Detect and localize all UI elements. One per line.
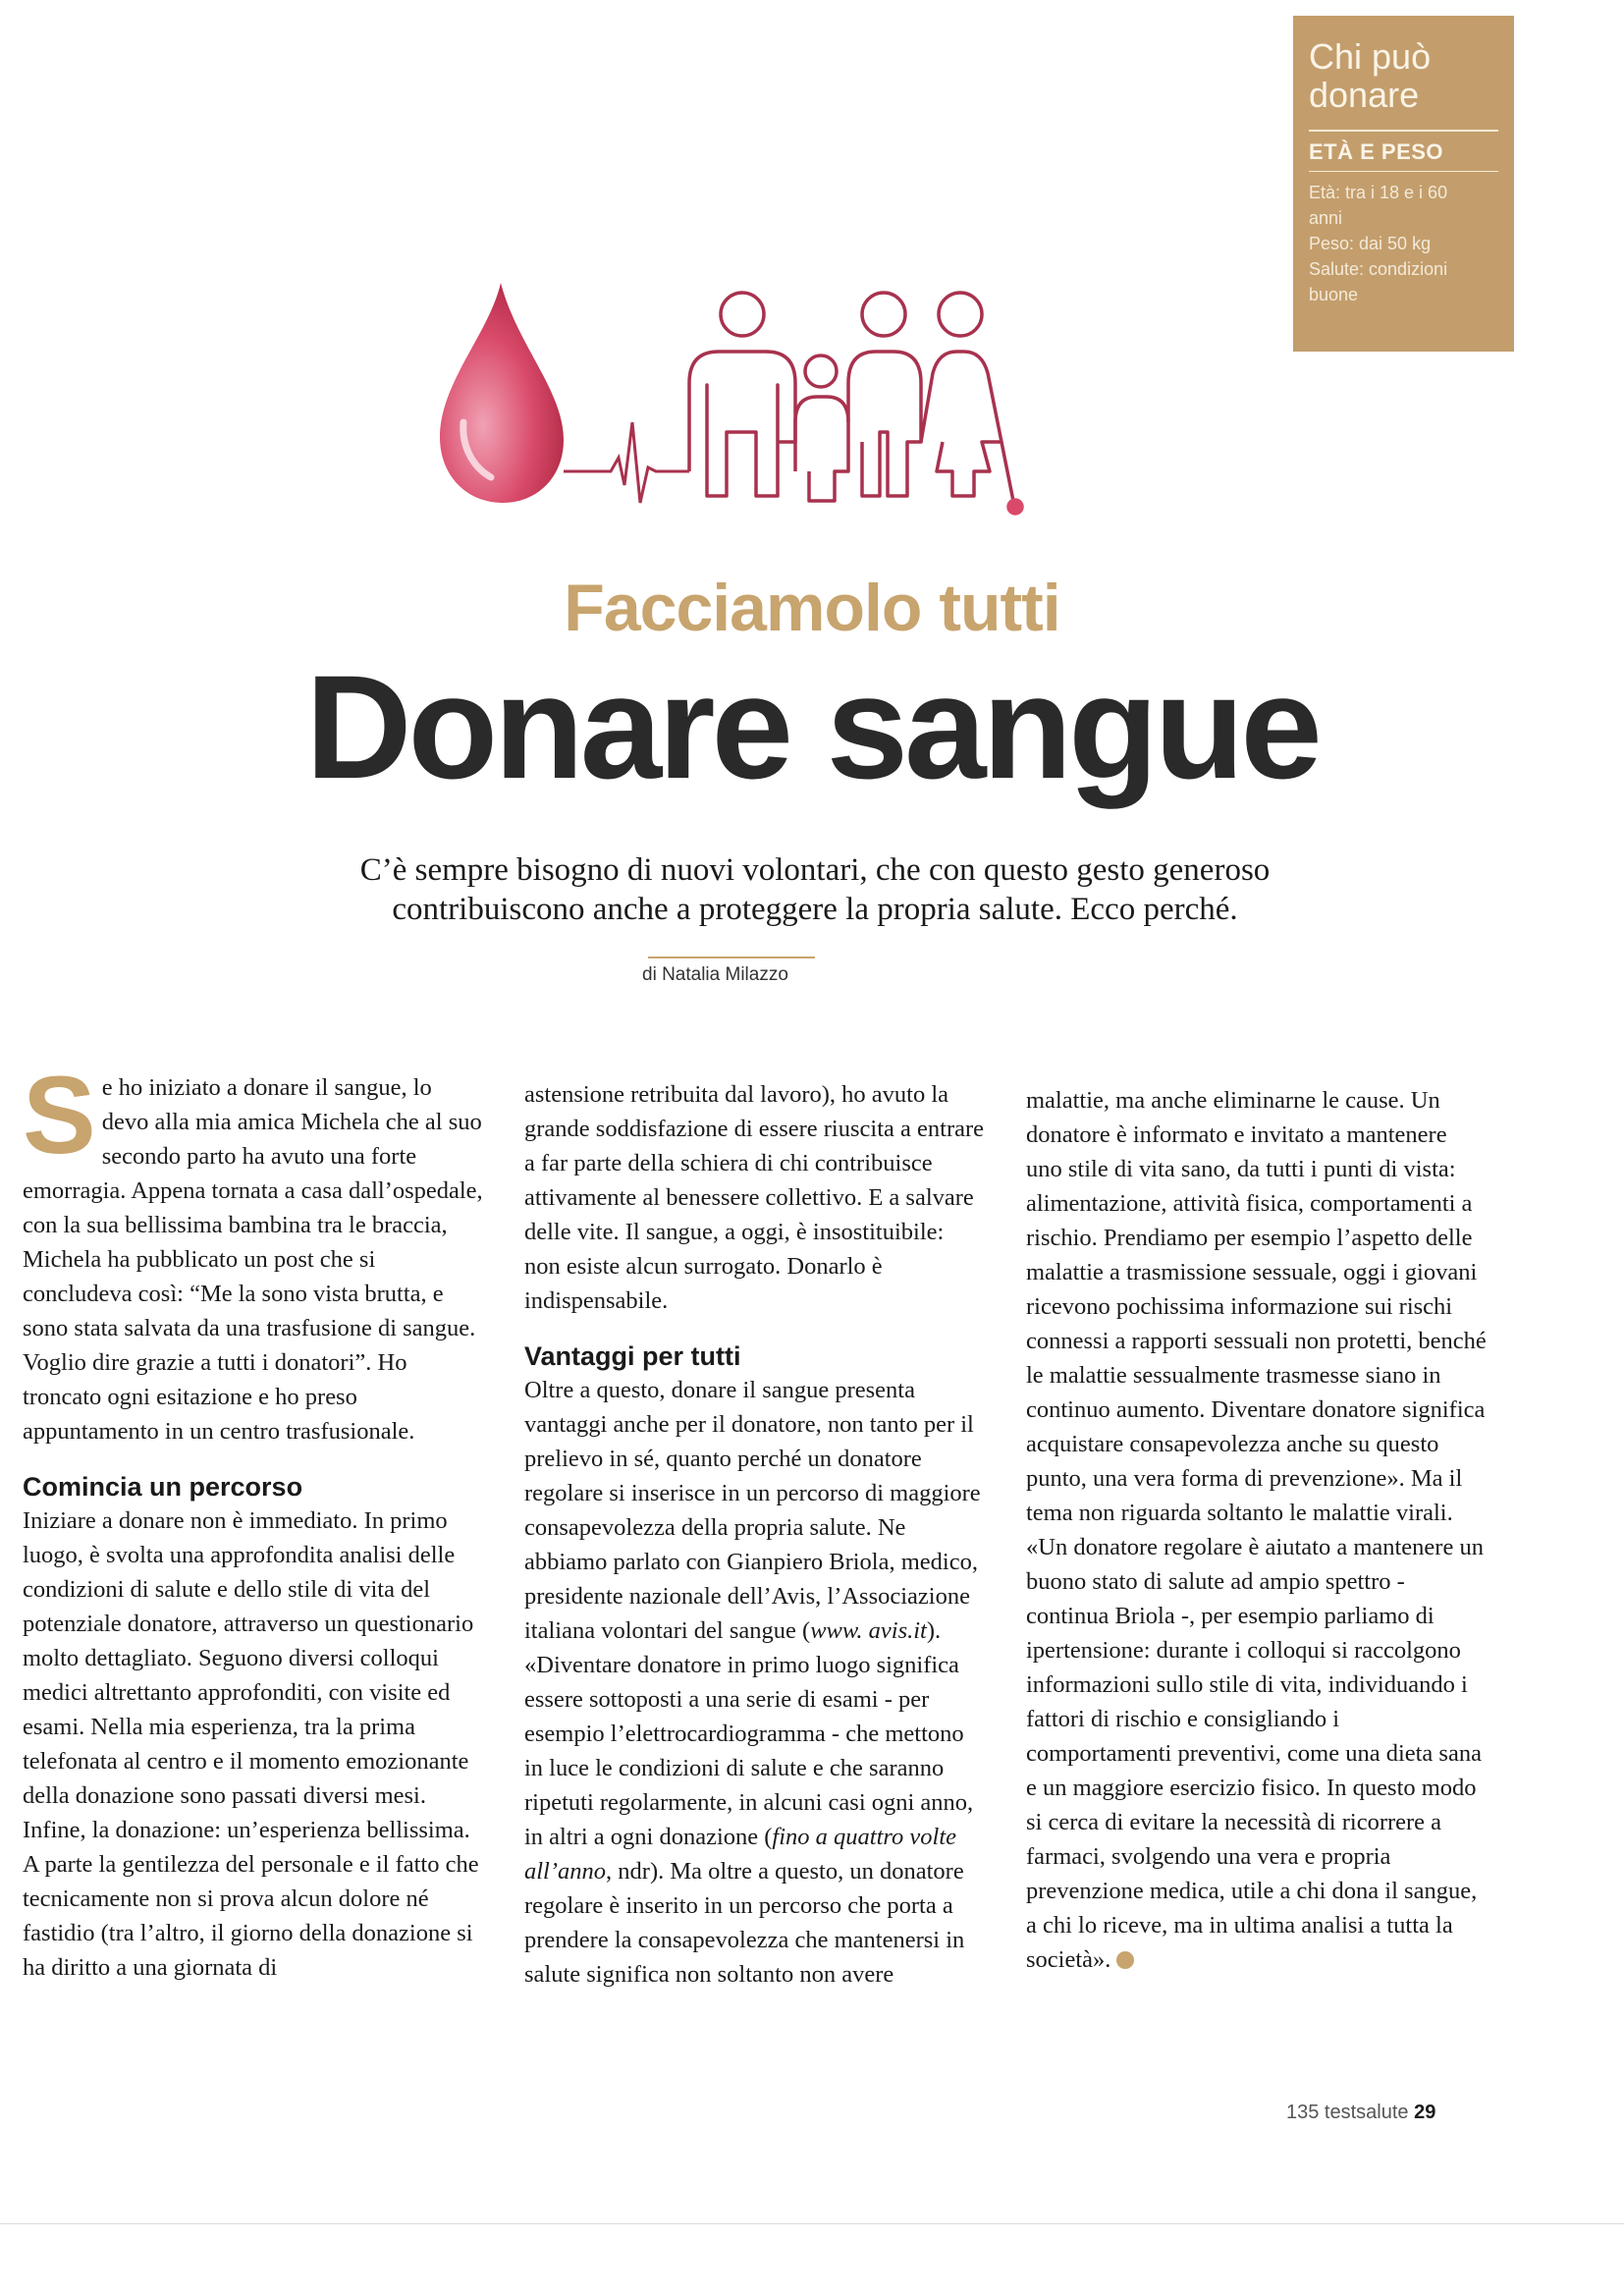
section-heading: Comincia un percorso (23, 1472, 303, 1502)
paragraph: malattie, ma anche eliminarne le cause. Un donatore è informato e invitato a mantenere uno stile di vita sano, da tutti i punti di vista: alimentazione, attività fisica, comportamenti a rischio. Prendiamo per esempio l’aspetto delle malattie a trasmissione sessuale, oggi i giovani ricevono pochissima informazione sui rischi connessi a rapporti sessuali non protetti, benché le malattie sessualmente trasmesse siano in continuo aumento. Diventare donatore significa acquistare consapevolezza anche su questo punto, una vera forma di prevenzione». Ma il tema non riguarda soltanto le malattie virali. «Un donatore regolare è aiutato a mantenere un buono stato di salute ad ampio spettro - continua Briola -, per esempio parliamo di ipertensione: durante i colloqui si raccolgono informazioni sullo stile di vita, individuando i fattori di rischio e consigliando i comportamenti preventivi, come una dieta sana e un maggiore esercizio fisico. In questo modo si cerca di evitare la necessità di ricorrere a farmaci, svolgendo una vera e propria prevenzione medica, utile a chi dona il sangue, a chi lo riceve, ma in ultima analisi a tutta la società». (1026, 1087, 1487, 1973)
sidebar-line: Peso: dai 50 kg (1309, 234, 1432, 253)
italic-note: fino a quattro volte all’anno (524, 1824, 956, 1885)
end-mark-icon (1116, 1951, 1134, 1969)
man-icon (689, 293, 795, 496)
article-title: Donare sangue (305, 644, 1319, 809)
article-column-3 (1026, 1083, 1488, 1977)
paragraph: astensione retribuita dal lavoro), ho avuto la grande soddisfazione di essere riuscita a entrare a far parte della schiera di chi contribuisce attivamente al benessere collettivo. E a salvare delle vite. Il sangue, a oggi, è insostituibile: non esiste alcun surrogato. Donarlo è indispensabile. (524, 1081, 985, 1314)
byline-divider (648, 957, 815, 958)
paragraph: Oltre a questo, donare il sangue presenta vantaggi anche per il donatore, non tanto per il prelievo in sé, quanto perché un donatore regolare si inserisce in un percorso di maggiore consapevolezza della propria salute. Ne abbiamo parlato con Gianpiero Briola, medico, presidente nazionale dell’Avis, l’Associazione italiana volontari del sangue (www. avis.it). «Diventare donatore in primo luogo significa essere sottoposti a una serie di esami - per esempio l’elettrocardiogramma - che mettono in luce le condizioni di salute e che saranno ripetuti regolarmente, in alcuni casi ogni anno, in altri a ogni donazione (fino a quattro volte all’anno, ndr). Ma oltre a questo, un donatore regolare è inserito in un percorso che porta a prendere la consapevolezza che mantenersi in salute significa non soltanto non avere (524, 1377, 981, 1988)
byline: di Natalia Milazzo (642, 964, 788, 985)
man-icon (848, 293, 921, 496)
blood-donation-illustration (432, 275, 1041, 520)
family-icon (689, 293, 1022, 514)
sidebar-heading: ETÀ E PESO (1309, 139, 1444, 164)
page-folio (1286, 2102, 1502, 2124)
blood-drop-icon (440, 283, 564, 503)
article-column-2 (524, 1077, 986, 1992)
sidebar-divider-thin (1309, 171, 1498, 172)
sidebar-line: Età: tra i 18 e i 60 (1309, 183, 1448, 202)
sidebar-divider (1309, 130, 1498, 132)
article-column-1 (23, 1054, 484, 1985)
page-number: 29 (1414, 2102, 1436, 2123)
sidebar-body (1309, 180, 1498, 307)
woman-icon (921, 293, 1022, 514)
heartbeat-line-icon (564, 422, 689, 503)
standfirst-line: C’è sempre bisogno di nuovi volontari, che con questo gesto generoso (359, 852, 1271, 888)
page-bottom-rule (0, 2223, 1624, 2224)
sidebar-title: Chi può donare (1309, 36, 1432, 115)
sidebar-line: Salute: condizioni (1309, 259, 1448, 279)
drop-cap: S (23, 1054, 96, 1176)
issue-label: 135 testsalute (1286, 2102, 1409, 2123)
sidebar-who-can-donate (1293, 16, 1514, 352)
paragraph: Se ho iniziato a donare il sangue, lo devo alla mia amica Michela che al suo secondo parto ha avuto una forte emorragia. Appena tornata a casa dall’ospedale, con la sua bellissima bambina tra le braccia, Michela ha pubblicato un post che si concludeva così: “Me la sono vista brutta, e sono stata salvata da una trasfusione di sangue. Voglio dire grazie a tutti i donatori”. Ho troncato ogni esitazione e ho preso appuntamento in un centro trasfusionale. (23, 1054, 483, 1445)
article-kicker: Facciamolo tutti (564, 571, 1060, 645)
section-heading: Vantaggi per tutti (524, 1341, 741, 1371)
child-icon (795, 355, 848, 501)
sidebar-line: anni (1309, 208, 1343, 228)
website-link[interactable]: www. avis.it (810, 1617, 927, 1644)
sidebar-line: buone (1309, 285, 1359, 304)
article-standfirst (324, 850, 1306, 929)
paragraph: Iniziare a donare non è immediato. In primo luogo, è svolta una approfondita analisi delle condizioni di salute e dello stile di vita del potenziale donatore, attraverso un questionario molto dettagliato. Seguono diversi colloqui medici altrettanto approfonditi, con visite ed esami. Nella mia esperienza, tra la prima telefonata al centro e il momento emozionante della donazione sono passati diversi mesi. Infine, la donazione: un’esperienza bellissima. A parte la gentilezza del personale e il fatto che tecnicamente non si prova alcun dolore né fastidio (tra l’altro, il giorno della donazione si ha diritto a una giornata di (23, 1507, 479, 1981)
standfirst-line: contribuiscono anche a proteggere la propria salute. Ecco perché. (392, 892, 1238, 927)
